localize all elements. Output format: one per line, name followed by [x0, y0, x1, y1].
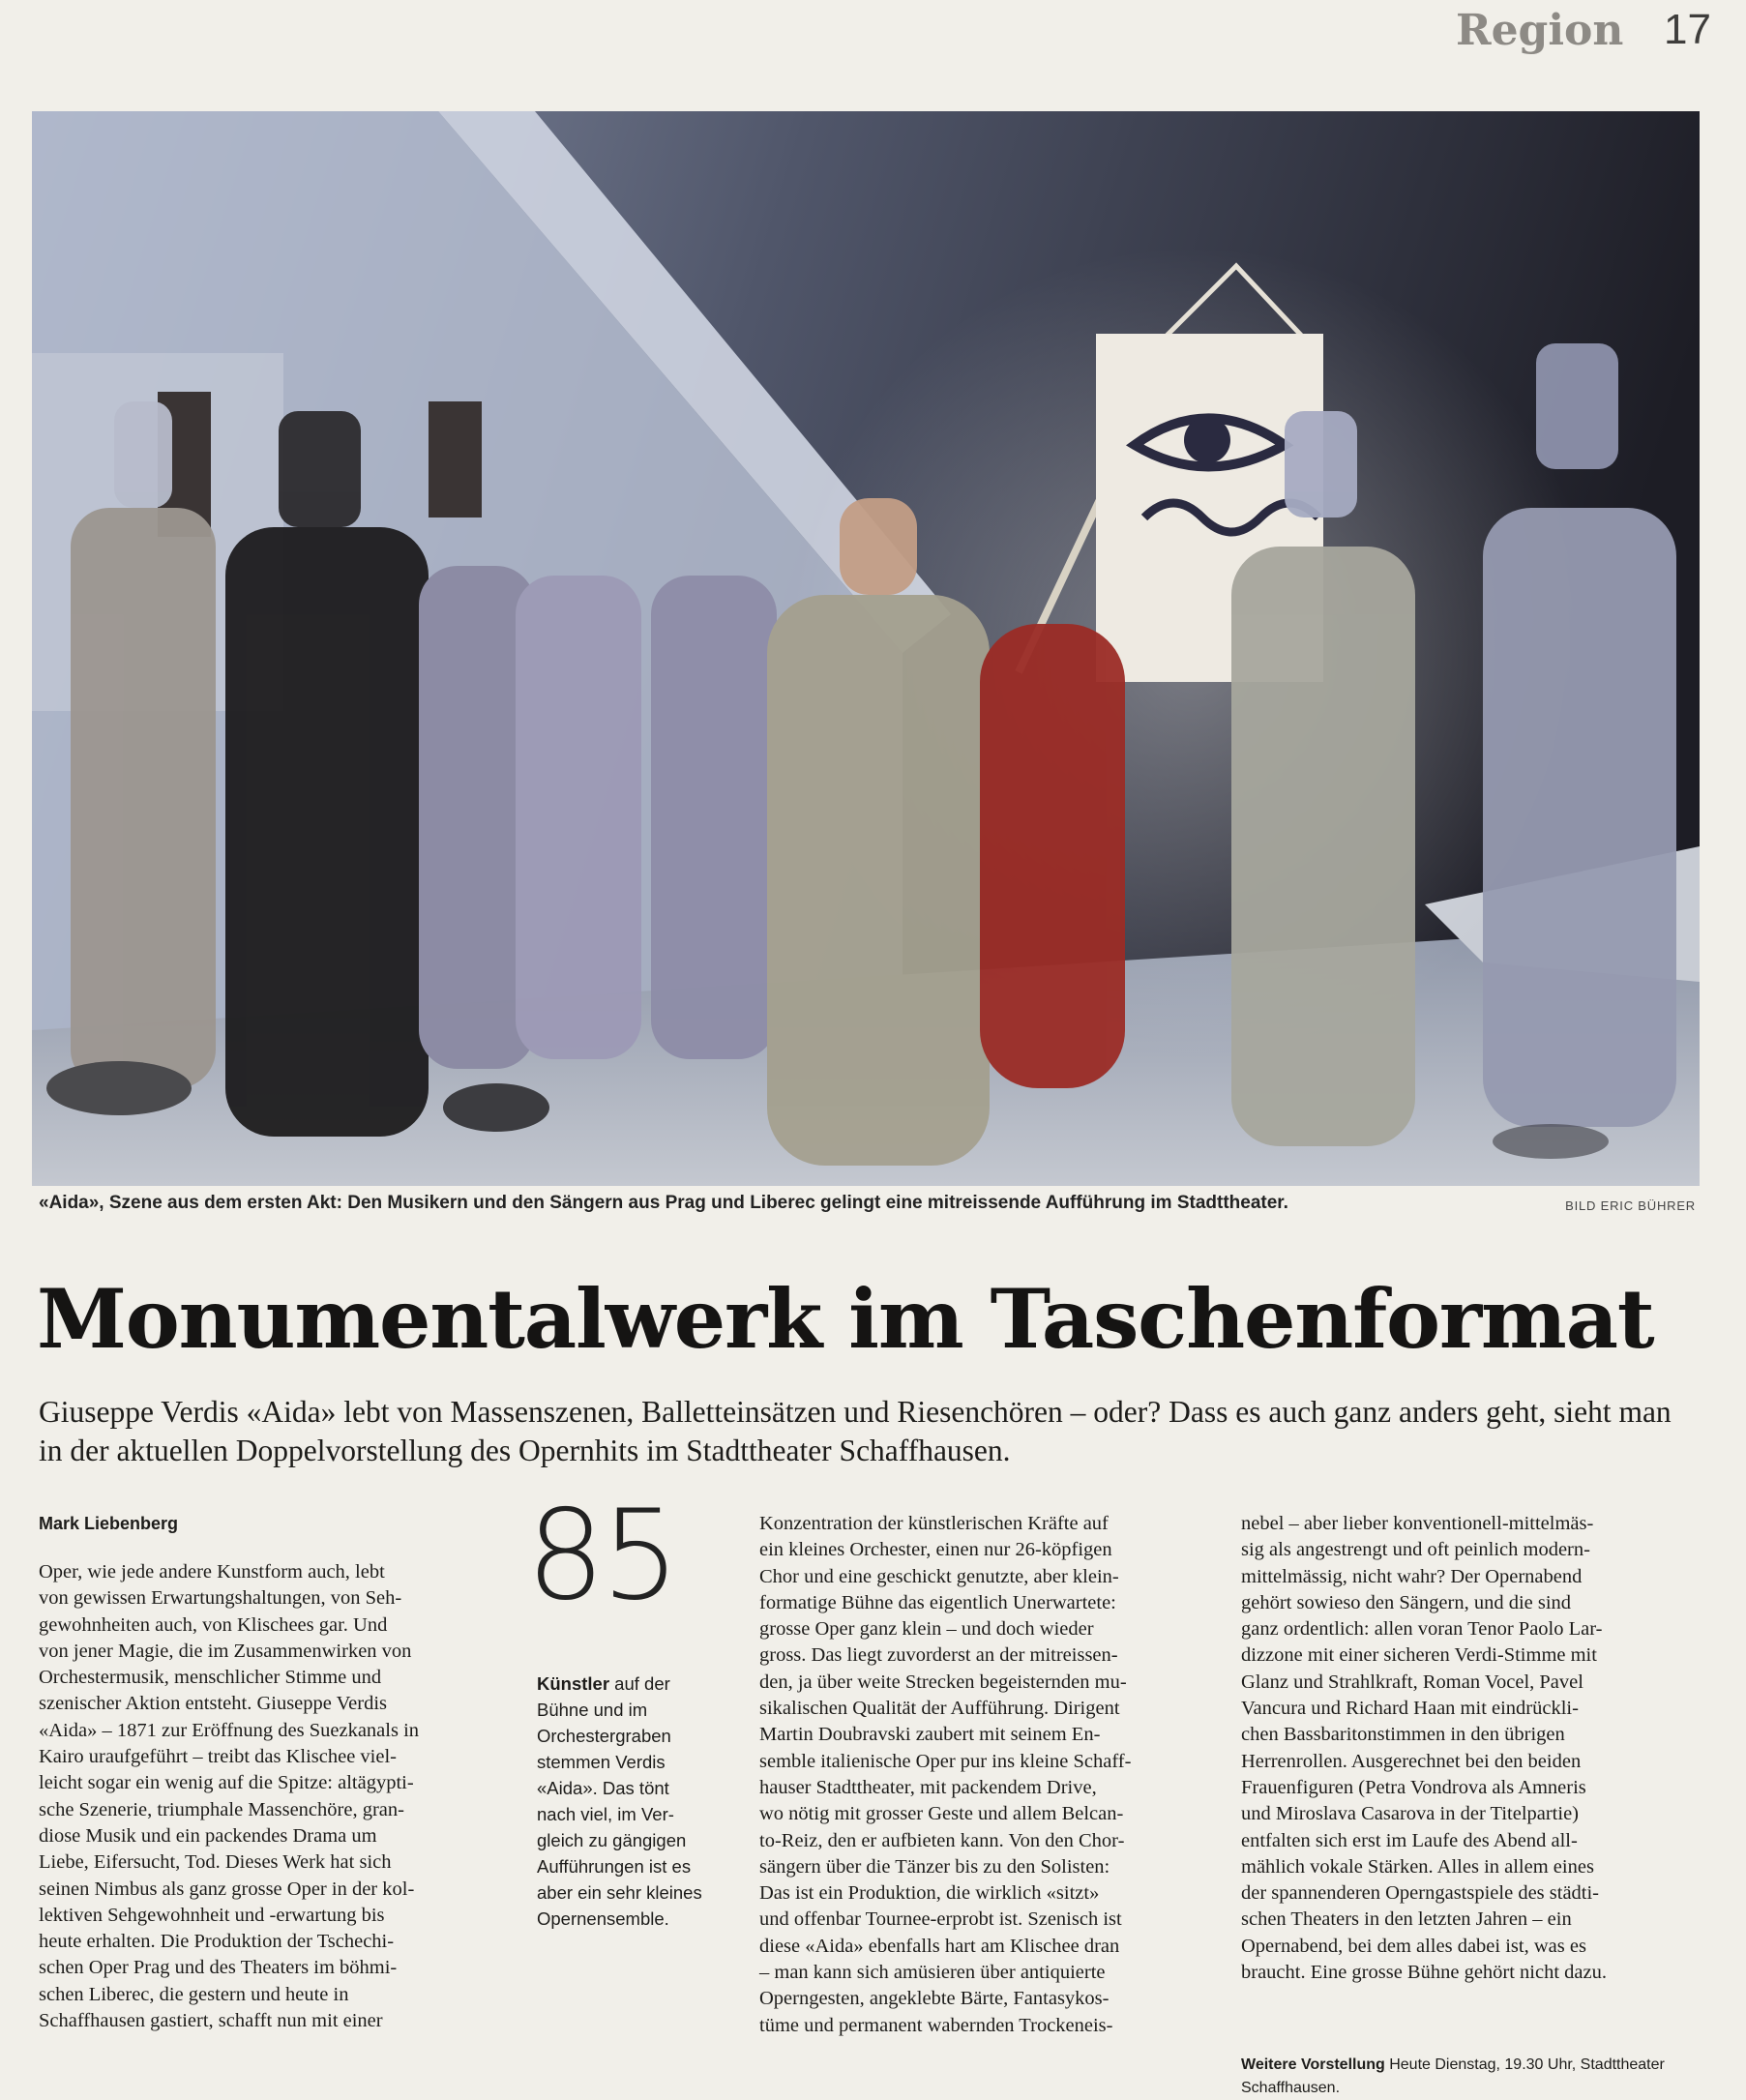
- factbox-line: Aufführungen ist es: [537, 1856, 692, 1877]
- body-line: den, ja über weite Strecken begeisternden mu-: [759, 1671, 1127, 1693]
- lead-paragraph: Giuseppe Verdis «Aida» lebt von Massenszenen, Balletteinsätzen und Riesenchören – oder? Dass es auch ganz anders geht, sieht man in der aktuellen Doppelvorstellung des Opernhits im Stadttheater Schaffhausen.: [39, 1395, 1672, 1467]
- body-line: Glanz und Strahlkraft, Roman Vocel, Pavel: [1241, 1671, 1583, 1693]
- section-label: Region: [1456, 6, 1624, 55]
- body-line: dizzone mit einer sicheren Verdi-Stimme mit: [1241, 1644, 1597, 1667]
- info-line: [1241, 2054, 1705, 2077]
- article-photo: [32, 111, 1700, 1186]
- body-line: Frauenfiguren (Petra Vondrova als Amneris: [1241, 1776, 1586, 1798]
- body-line: Opernabend, bei dem alles dabei ist, was es: [1241, 1935, 1586, 1957]
- factbox-number: 85: [526, 1484, 676, 1628]
- body-line: schen Oper Prag und des Theaters im böhmi-: [39, 1957, 398, 1979]
- body-line: schen Liberec, die gestern und heute in: [39, 1983, 349, 2005]
- factbox-line: Orchestergraben: [537, 1726, 671, 1746]
- body-line: chen Bassbaritonstimmen in den übrigen: [1241, 1724, 1565, 1746]
- body-line: lektiven Sehgewohnheit und -erwartung bis: [39, 1904, 385, 1926]
- body-line: Konzentration der künstlerischen Kräfte auf: [759, 1513, 1109, 1534]
- page-number: 17: [1664, 6, 1711, 53]
- body-line: formatige Bühne das eigentlich Unerwartete:: [759, 1591, 1116, 1613]
- body-line: der spannenderen Operngastspiele des städti-: [1241, 1882, 1600, 1905]
- photo-credit: BILD ERIC BÜHRER: [1565, 1198, 1696, 1213]
- body-line: Liebe, Eifersucht, Tod. Dieses Werk hat sich: [39, 1851, 392, 1874]
- body-line: Chor und eine geschickt genutzte, aber klein-: [759, 1565, 1119, 1587]
- body-line: sikalischen Qualität der Aufführung. Dirigent: [759, 1698, 1120, 1720]
- body-line: diese «Aida» ebenfalls hart am Klischee dran: [759, 1935, 1120, 1957]
- factbox-line: nach viel, im Ver-: [537, 1804, 674, 1824]
- body-line: gehört sowieso den Sängern, und die sind: [1241, 1591, 1572, 1613]
- author-byline: Mark Liebenberg: [39, 1514, 179, 1533]
- article-column-4: [1241, 1511, 1696, 1986]
- body-line: entfalten sich erst im Laufe des Abend all-: [1241, 1829, 1578, 1851]
- body-line: von gewissen Erwartungshaltungen, von Seh-: [39, 1587, 402, 1610]
- factbox-text: [537, 1671, 730, 1932]
- info-line: Schaffhausen.: [1241, 2080, 1341, 2096]
- body-line: tüme und permanent wabernden Trockeneis-: [759, 2014, 1113, 2036]
- body-line: mählich vokale Stärken. Alles in allem eines: [1241, 1855, 1594, 1878]
- headline: Monumentalwerk im Taschenformat: [37, 1271, 1654, 1367]
- info-label: Weitere Vorstellung: [1241, 2056, 1385, 2073]
- body-line: wo nötig mit grosser Geste und allem Belcan-: [759, 1803, 1124, 1825]
- body-line: und Miroslava Casarova in der Titelpartie): [1241, 1803, 1580, 1825]
- more-performance-info: [1241, 2054, 1705, 2100]
- factbox-line: aber ein sehr kleines: [537, 1882, 702, 1903]
- factbox-line: stemmen Verdis: [537, 1752, 666, 1772]
- body-line: szenischer Aktion entsteht. Giuseppe Verdis: [39, 1693, 388, 1715]
- body-line: schen Theaters in den letzten Jahren – ein: [1241, 1908, 1572, 1931]
- body-line: grosse Oper ganz klein – und doch wieder: [759, 1618, 1094, 1641]
- body-line: Operngesten, angeklebte Bärte, Fantasykos-: [759, 1988, 1110, 2010]
- body-line: Das ist ein Produktion, die wirklich «sitzt»: [759, 1882, 1100, 1905]
- body-line: braucht. Eine grosse Bühne gehört nicht dazu.: [1241, 1962, 1607, 1984]
- body-line: Herrenrollen. Ausgerechnet bei den beiden: [1241, 1750, 1582, 1772]
- article-column-3: [759, 1511, 1214, 2039]
- body-line: leicht sogar ein wenig auf die Spitze: altägypti-: [39, 1772, 414, 1794]
- body-line: to-Reiz, den er aufbieten kann. Von den Chor-: [759, 1829, 1125, 1851]
- body-line: Vancura und Richard Haan mit eindrückli-: [1241, 1698, 1579, 1720]
- body-line: «Aida» – 1871 zur Eröffnung des Suezkanals in: [39, 1719, 420, 1741]
- info-text: Heute Dienstag, 19.30 Uhr, Stadttheater: [1384, 2056, 1665, 2073]
- body-line: semble italienische Oper pur ins kleine Schaff-: [759, 1750, 1132, 1772]
- body-line: heute erhalten. Die Produktion der Tschechi-: [39, 1931, 395, 1953]
- factbox-line: Bühne und im: [537, 1700, 648, 1720]
- body-line: gewohnheiten auch, von Klischees gar. Und: [39, 1613, 388, 1636]
- body-line: sche Szenerie, triumphale Massenchöre, gran-: [39, 1798, 404, 1820]
- factbox-line: «Aida». Das tönt: [537, 1778, 669, 1798]
- body-line: Kairo uraufgeführt – treibt das Klischee viel-: [39, 1746, 398, 1768]
- body-line: mittelmässig, nicht wahr? Der Opernabend: [1241, 1565, 1583, 1587]
- article-column-1: [39, 1559, 493, 2034]
- body-line: Martin Doubravski zaubert mit seinem En-: [759, 1724, 1101, 1746]
- photo-caption: «Aida», Szene aus dem ersten Akt: Den Musikern und den Sängern aus Prag und Liberec gelingt eine mitreissende Aufführung im Stadttheater.: [39, 1193, 1288, 1213]
- body-line: sig als angestrengt und oft peinlich modern-: [1241, 1539, 1590, 1561]
- body-line: gross. Das liegt zuvorderst an der mitreissen-: [759, 1644, 1118, 1667]
- body-line: ein kleines Orchester, einen nur 26-köpfigen: [759, 1539, 1112, 1561]
- body-line: von jener Magie, die im Zusammenwirken von: [39, 1640, 412, 1662]
- body-line: ganz ordentlich: allen voran Tenor Paolo Lar-: [1241, 1618, 1603, 1641]
- factbox-line: [537, 1671, 730, 1697]
- body-line: und offenbar Tournee-erprobt ist. Szenisch ist: [759, 1908, 1122, 1931]
- body-line: diose Musik und ein packendes Drama um: [39, 1824, 377, 1847]
- body-line: Schaffhausen gastiert, schafft nun mit einer: [39, 2010, 383, 2032]
- body-line: sängern über die Tänzer bis zu den Solisten:: [759, 1855, 1110, 1878]
- body-line: hauser Stadttheater, mit packendem Drive,: [759, 1776, 1097, 1798]
- factbox-line-text: auf der: [609, 1673, 670, 1694]
- body-line: Orchestermusik, menschlicher Stimme und: [39, 1667, 382, 1689]
- body-line: Oper, wie jede andere Kunstform auch, lebt: [39, 1561, 385, 1582]
- body-line: seinen Nimbus als ganz grosse Oper in der kol-: [39, 1878, 415, 1900]
- factbox-label: Künstler: [537, 1673, 610, 1694]
- body-line: nebel – aber lieber konventionell-mittelmäs-: [1241, 1513, 1594, 1534]
- body-line: – man kann sich amüsieren über antiquierte: [759, 1962, 1106, 1984]
- factbox-line: gleich zu gängigen: [537, 1830, 687, 1850]
- factbox-line: Opernensemble.: [537, 1908, 669, 1929]
